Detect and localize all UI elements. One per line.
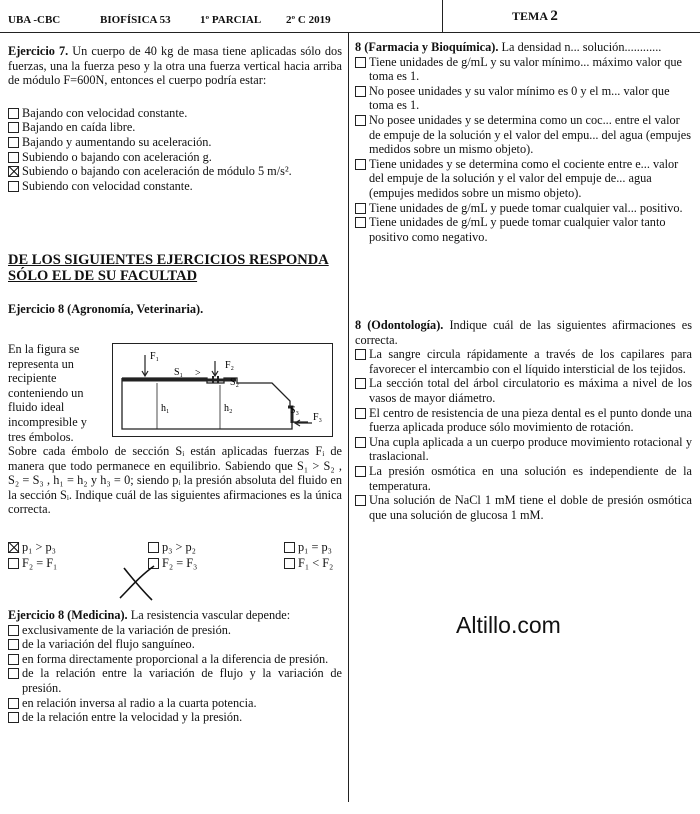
ex8-med-option[interactable]: de la relación entre la variación de flujo y la variación de presión. (8, 666, 342, 695)
ex8-farm-option[interactable]: No posee unidades y su valor mínimo es 0 y el m... valor que toma es 1. (355, 84, 692, 113)
container-outline (122, 378, 308, 429)
ex8-farm-title: 8 (Farmacia y Bioquímica). (355, 40, 499, 54)
checkbox[interactable] (8, 152, 19, 163)
checkbox[interactable] (284, 558, 295, 569)
ex8-odonto-option[interactable]: El centro de resistencia de una pieza dental es el punto donde una fuerza aplicada produce sólo movimiento de rotación. (355, 406, 692, 435)
header-subject: BIOFÍSICA 53 (100, 14, 171, 26)
checkbox[interactable] (8, 137, 19, 148)
ex8-med-option[interactable]: de la relación entre la velocidad y la presión. (8, 710, 342, 725)
force-arrow-2 (212, 361, 218, 376)
checkbox[interactable] (355, 203, 366, 214)
checkbox[interactable] (355, 408, 366, 419)
checkbox[interactable] (355, 349, 366, 360)
ex7-option[interactable]: Subiendo con velocidad constante. (8, 179, 342, 194)
checkbox[interactable] (355, 159, 366, 170)
checkbox[interactable] (284, 542, 295, 553)
ex7-option[interactable]: Bajando con velocidad constante. (8, 106, 342, 121)
exercise-7 (8, 44, 342, 193)
ex8-med-option[interactable]: en relación inversa al radio a la cuarta potencia. (8, 696, 342, 711)
fluid-container-figure (112, 343, 334, 437)
ex8-farm-option[interactable]: Tiene unidades de g/mL y su valor mínimo... máximo valor que toma es 1. (355, 55, 692, 84)
checkbox[interactable] (8, 625, 19, 636)
column-divider (348, 32, 349, 802)
label-F2: F₂ (225, 360, 235, 371)
header-term: 2º C 2019 (286, 14, 331, 26)
ex8-med-statement: La resistencia vascular depende: (130, 608, 291, 622)
header-exam: 1º PARCIAL (200, 14, 262, 26)
checkbox[interactable] (8, 654, 19, 665)
checkbox[interactable] (355, 495, 366, 506)
ex8-agro-option-marked[interactable]: p₁ > p₃ (8, 540, 148, 555)
checkbox[interactable] (355, 115, 366, 126)
ex8-farm-option[interactable]: No posee unidades y se determina como un coc... entre el valor de empuje de la solución y el valor del empu... del agua (empujes medidos sobre un mismo objeto). (355, 113, 692, 157)
ex8-farm-option[interactable]: Tiene unidades de g/mL y puede tomar cualquier val... positivo. (355, 201, 692, 216)
exercise-8-agronomia (8, 302, 342, 317)
ex8-med-title: Ejercicio 8 (Medicina). (8, 608, 128, 622)
ex8-med-option[interactable]: de la variación del flujo sanguíneo. (8, 637, 342, 652)
checkbox-checked[interactable] (8, 166, 19, 177)
ex7-option[interactable]: Bajando y aumentando su aceleración. (8, 135, 342, 150)
label-greater: > (195, 368, 201, 379)
checkbox[interactable] (355, 437, 366, 448)
ex8-agro-option[interactable]: p₃ > p₂ (148, 540, 284, 555)
section-title: DE LOS SIGUIENTES EJERCICIOS RESPONDA SÓLO EL DE SU FACULTAD (8, 252, 329, 284)
checkbox[interactable] (355, 57, 366, 68)
exercise-8-farmacia (355, 40, 692, 244)
checkbox[interactable] (148, 542, 159, 553)
ex8-agro-statement: Sobre cada émbolo de sección Sᵢ están aplicadas fuerzas Fᵢ de manera que todo permanece en equilibrio. Sabiendo que S₁ > S₂ , S₂ = S₃ , h₁ = h₂ y h₃ = 0; siendo pᵢ la presión absoluta del fluido en la sección Sᵢ. Indique cuál de las siguientes afirmaciones es la única correcta. (8, 444, 342, 517)
label-h1: h₁ (161, 403, 170, 414)
label-F3: F₃ (313, 412, 323, 423)
handwritten-cross-mark (116, 562, 158, 602)
ex8-agro-option[interactable]: p₁ = p₃ (284, 540, 364, 555)
label-S2: S₂ (230, 377, 240, 388)
label-h2: h₂ (224, 403, 233, 414)
ex8-odonto-statement: Indique cuál de las siguientes afirmaciones es correcta. (355, 318, 693, 347)
ex8-odonto-option[interactable]: La sangre circula rápidamente a través de los capilares para favorecer el intercambio con el líquido intersticial de los tejidos. (355, 347, 692, 376)
header-divider (442, 0, 443, 32)
watermark: Altillo.com (456, 612, 561, 638)
ex8-farm-option[interactable]: Tiene unidades de g/mL y puede tomar cualquier valor tanto positivo como negativo. (355, 215, 692, 244)
checkbox[interactable] (355, 378, 366, 389)
checkbox[interactable] (8, 181, 19, 192)
ex7-title: Ejercicio 7. (8, 44, 69, 58)
checkbox[interactable] (355, 466, 366, 477)
force-arrow-1 (142, 355, 148, 376)
checkbox[interactable] (8, 712, 19, 723)
ex8-odonto-option[interactable]: Una cupla aplicada a un cuerpo produce movimiento rotacional y traslacional. (355, 435, 692, 464)
header-institution: UBA -CBC (8, 14, 61, 26)
ex8-agro-title: Ejercicio 8 (Agronomía, Veterinaria). (8, 302, 204, 316)
ex8-odonto-option[interactable]: La sección total del árbol circulatorio es máxima a nivel de los vasos de mayor diámetro. (355, 376, 692, 405)
checkbox[interactable] (355, 217, 366, 228)
ex8-agro-options (8, 540, 342, 570)
tema-label: TEMA 2 (512, 8, 558, 24)
exercise-8-odontologia (355, 318, 692, 522)
checkbox-checked[interactable] (8, 542, 19, 553)
checkbox[interactable] (8, 122, 19, 133)
ex8-farm-statement: La densidad n... solución............ (501, 40, 662, 54)
ex8-agro-option[interactable]: F₂ = F₁ (8, 556, 148, 571)
ex8-med-option[interactable]: exclusivamente de la variación de presión. (8, 623, 342, 638)
ex7-option[interactable]: Bajando en caída libre. (8, 120, 342, 135)
checkbox[interactable] (8, 639, 19, 650)
ex8-odonto-option[interactable]: La presión osmótica en una solución es independiente de la temperatura. (355, 464, 692, 493)
checkbox[interactable] (8, 558, 19, 569)
header-rule (0, 32, 700, 33)
ex7-option-marked[interactable]: Subiendo o bajando con aceleración de módulo 5 m/s². (8, 164, 342, 179)
ex8-farm-option[interactable]: Tiene unidades y se determina como el cociente entre e... valor del empuje de la solución y el valor del empuje de... agua (empujes medidos sobre un mismo objeto). (355, 157, 692, 201)
exercise-8-medicina (8, 608, 342, 725)
label-S1: S₁ (174, 367, 184, 378)
label-S3: S₃ (290, 405, 300, 416)
checkbox[interactable] (8, 698, 19, 709)
force-arrow-3 (295, 420, 312, 426)
label-F1: F₁ (150, 351, 160, 362)
ex8-med-option[interactable]: en forma directamente proporcional a la diferencia de presión. (8, 652, 342, 667)
checkbox[interactable] (8, 668, 19, 679)
tema-number: 2 (550, 8, 558, 24)
checkbox[interactable] (355, 86, 366, 97)
ex8-odonto-option[interactable]: Una solución de NaCl 1 mM tiene el doble de presión osmótica que una solución de glucosa 1 mM. (355, 493, 692, 522)
ex8-agro-option[interactable]: F₁ < F₂ (284, 556, 364, 571)
ex8-agro-intro: En la figura se representa un recipiente conteniendo un fluido ideal incompresible y tres émbolos. (8, 342, 87, 444)
ex7-option[interactable]: Subiendo o bajando con aceleración g. (8, 150, 342, 165)
ex8-agro-option[interactable]: F₂ = F₃ (148, 556, 284, 571)
checkbox[interactable] (8, 108, 19, 119)
ex8-odonto-title: 8 (Odontología). (355, 318, 444, 332)
ex7-statement: Un cuerpo de 40 kg de masa tiene aplicadas sólo dos fuerzas, una la fuerza peso y la otra una fuerza vertical hacia arriba de módulo F=600N, entonces el cuerpo podría estar: (8, 44, 342, 88)
